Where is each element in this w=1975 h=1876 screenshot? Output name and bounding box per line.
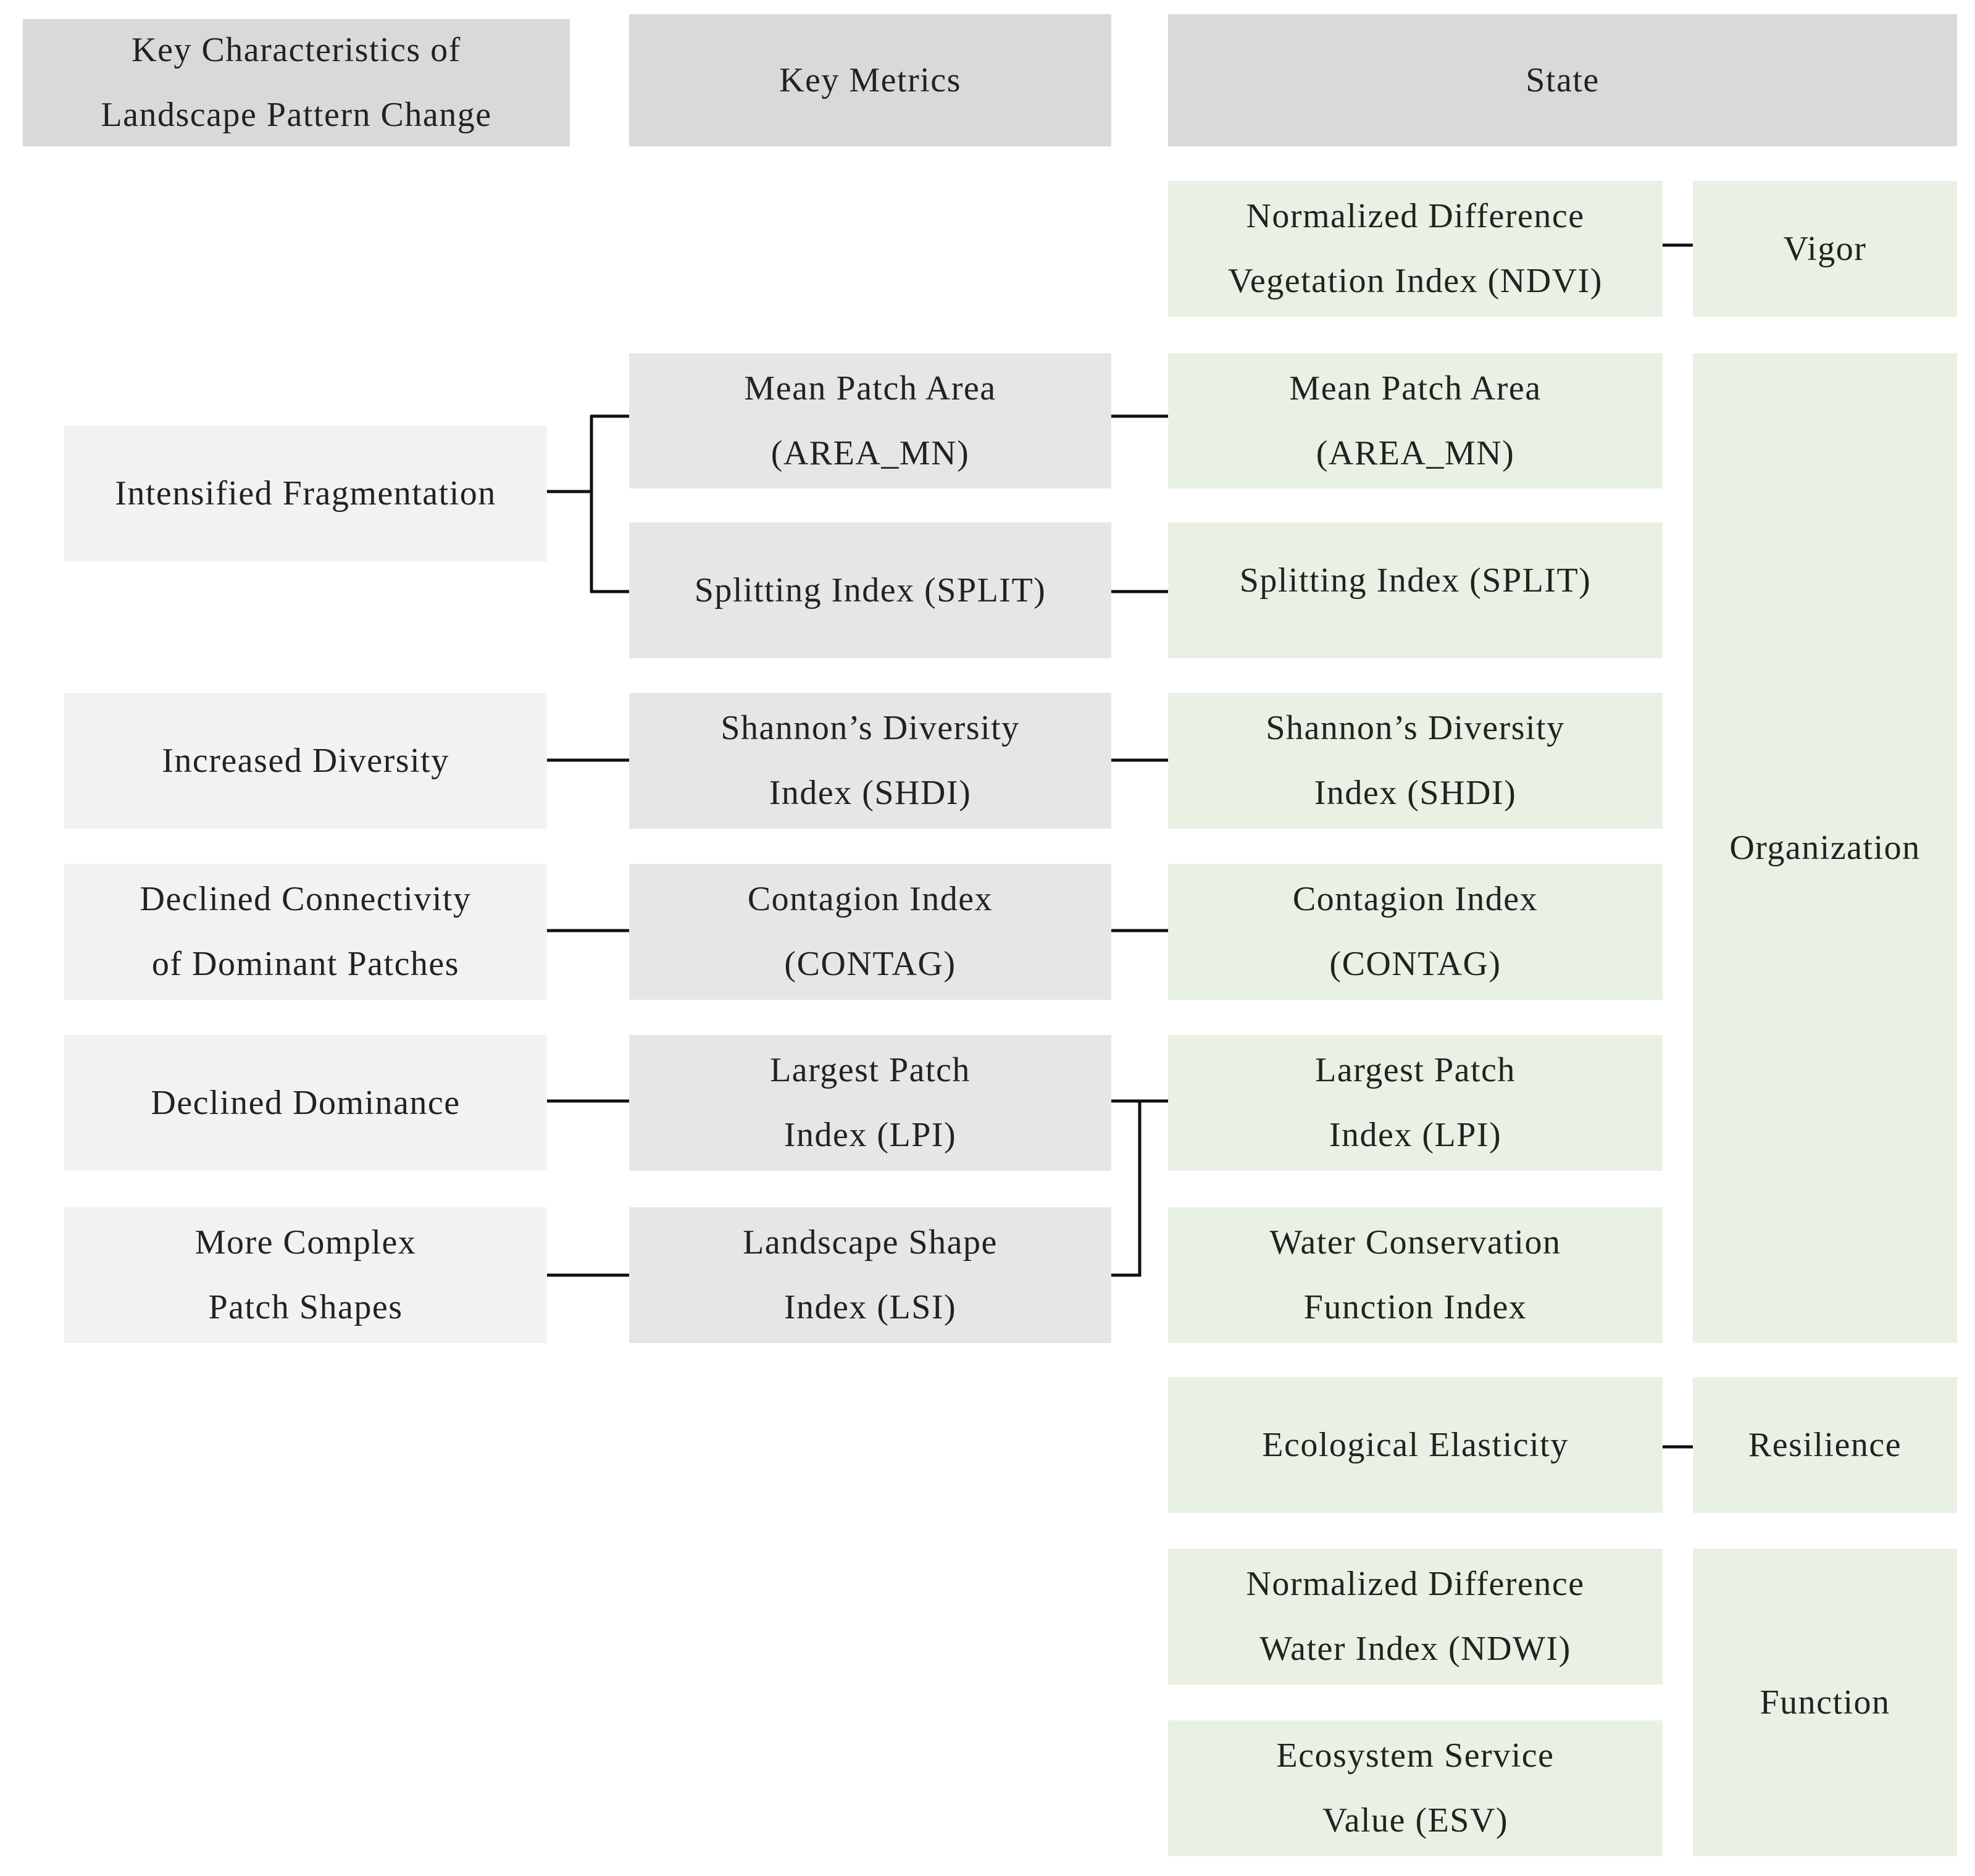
- state-label: Ecosystem Service Value (ESV): [1276, 1736, 1555, 1840]
- header-key-metrics: [629, 14, 1111, 146]
- characteristic-complex-patch-shapes: [64, 1207, 547, 1343]
- metric-shannon-diversity-index: [629, 693, 1111, 829]
- characteristic-label: Declined Connectivity of Dominant Patches: [140, 880, 472, 983]
- metric-label: Contagion Index (CONTAG): [747, 880, 993, 983]
- header-key-characteristics: [23, 19, 570, 146]
- header-key-characteristics-label: Key Characteristics of Landscape Pattern Change: [101, 31, 492, 134]
- state-ndvi: [1168, 181, 1663, 317]
- state-label: Normalized Difference Vegetation Index (NDVI): [1228, 197, 1603, 300]
- state-label: Water Conservation Function Index: [1269, 1223, 1561, 1326]
- state-label: Mean Patch Area (AREA_MN): [1289, 369, 1542, 472]
- state-label: Normalized Difference Water Index (NDWI): [1246, 1565, 1585, 1668]
- state-group-label: Vigor: [1783, 229, 1867, 268]
- state-group-resilience: [1693, 1377, 1957, 1513]
- metric-label: Largest Patch Index (LPI): [770, 1051, 971, 1154]
- state-ecological-elasticity: [1168, 1377, 1663, 1513]
- state-group-label: Resilience: [1748, 1425, 1902, 1464]
- state-contagion-index: [1168, 864, 1663, 1000]
- state-group-label: Function: [1760, 1683, 1890, 1722]
- metric-label: Landscape Shape Index (LSI): [743, 1223, 998, 1326]
- state-label: Ecological Elasticity: [1262, 1425, 1569, 1464]
- state-largest-patch-index: [1168, 1035, 1663, 1171]
- header-key-metrics-label: Key Metrics: [779, 61, 961, 99]
- state-label: Splitting Index (SPLIT): [1239, 561, 1592, 600]
- characteristic-label: Intensified Fragmentation: [115, 474, 496, 513]
- metric-contagion-index: [629, 864, 1111, 1000]
- characteristic-increased-diversity: [64, 693, 547, 829]
- metric-splitting-index: [629, 522, 1111, 658]
- state-water-conservation-function-index: [1168, 1207, 1663, 1343]
- metric-label: Shannon’s Diversity Index (SHDI): [720, 709, 1020, 812]
- metric-largest-patch-index: [629, 1035, 1111, 1171]
- state-ecosystem-service-value: [1168, 1720, 1663, 1856]
- state-shannon-diversity-index: [1168, 693, 1663, 829]
- characteristic-declined-connectivity: [64, 864, 547, 1000]
- state-group-function: [1693, 1549, 1957, 1856]
- characteristic-label: More Complex Patch Shapes: [194, 1223, 417, 1326]
- header-state: [1168, 14, 1957, 146]
- state-ndwi: [1168, 1549, 1663, 1685]
- characteristic-label: Declined Dominance: [151, 1083, 461, 1122]
- state-group-label: Organization: [1729, 829, 1921, 867]
- metric-mean-patch-area: [629, 353, 1111, 488]
- characteristic-label: Increased Diversity: [162, 741, 449, 780]
- state-group-vigor: [1693, 181, 1957, 317]
- metric-label: Splitting Index (SPLIT): [694, 571, 1046, 609]
- metric-landscape-shape-index: [629, 1207, 1111, 1343]
- characteristic-intensified-fragmentation: [64, 425, 547, 561]
- state-splitting-index: [1168, 522, 1663, 658]
- characteristic-declined-dominance: [64, 1035, 547, 1171]
- state-group-organization: [1693, 353, 1957, 1343]
- header-state-label: State: [1526, 61, 1600, 99]
- state-label: Shannon’s Diversity Index (SHDI): [1266, 709, 1565, 812]
- state-label: Contagion Index (CONTAG): [1292, 880, 1539, 983]
- state-label: Largest Patch Index (LPI): [1315, 1051, 1516, 1154]
- state-mean-patch-area: [1168, 353, 1663, 488]
- metric-label: Mean Patch Area (AREA_MN): [744, 369, 996, 472]
